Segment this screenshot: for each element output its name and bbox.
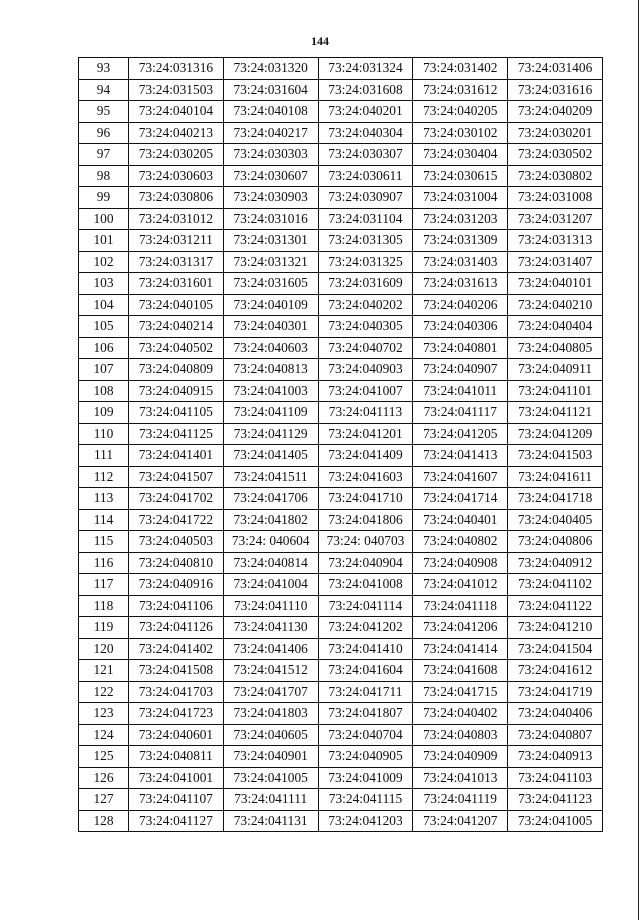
table-row bbox=[79, 617, 603, 639]
cadastral-code-cell: 73:24:041123 bbox=[508, 789, 603, 811]
cadastral-code-cell: 73:24:041710 bbox=[318, 488, 413, 510]
cadastral-code-cell: 73:24:041117 bbox=[413, 402, 508, 424]
cadastral-code-cell: 73:24:041711 bbox=[318, 681, 413, 703]
cadastral-code-cell: 73:24:040704 bbox=[318, 724, 413, 746]
cadastral-code-cell: 73:24:041118 bbox=[413, 595, 508, 617]
table-row bbox=[79, 208, 603, 230]
table-row bbox=[79, 187, 603, 209]
cadastral-code-cell: 73:24:041512 bbox=[223, 660, 318, 682]
cadastral-code-cell: 73:24:031012 bbox=[129, 208, 224, 230]
cadastral-code-cell: 73:24:031313 bbox=[508, 230, 603, 252]
row-number-cell: 97 bbox=[79, 144, 129, 166]
row-number-cell: 126 bbox=[79, 767, 129, 789]
row-number-cell: 106 bbox=[79, 337, 129, 359]
cadastral-code-cell: 73:24:031301 bbox=[223, 230, 318, 252]
table-row bbox=[79, 122, 603, 144]
table-row bbox=[79, 638, 603, 660]
cadastral-code-cell: 73:24:041807 bbox=[318, 703, 413, 725]
cadastral-code-cell: 73:24:040810 bbox=[129, 552, 224, 574]
cadastral-code-cell: 73:24:040209 bbox=[508, 101, 603, 123]
cadastral-code-cell: 73:24:041114 bbox=[318, 595, 413, 617]
cadastral-code-cell: 73:24:041604 bbox=[318, 660, 413, 682]
cadastral-code-cell: 73:24:041129 bbox=[223, 423, 318, 445]
cadastral-code-cell: 73:24:040306 bbox=[413, 316, 508, 338]
cadastral-code-cell: 73:24:041406 bbox=[223, 638, 318, 660]
cadastral-code-cell: 73:24:040909 bbox=[413, 746, 508, 768]
table-row bbox=[79, 703, 603, 725]
row-number-cell: 95 bbox=[79, 101, 129, 123]
cadastral-code-cell: 73:24:041723 bbox=[129, 703, 224, 725]
cadastral-code-cell: 73:24:041012 bbox=[413, 574, 508, 596]
cadastral-table bbox=[78, 57, 603, 832]
table-row bbox=[79, 660, 603, 682]
cadastral-code-cell: 73:24:041004 bbox=[223, 574, 318, 596]
row-number-cell: 109 bbox=[79, 402, 129, 424]
cadastral-code-cell: 73:24:040101 bbox=[508, 273, 603, 295]
cadastral-code-cell: 73:24:041205 bbox=[413, 423, 508, 445]
table-row bbox=[79, 359, 603, 381]
cadastral-code-cell: 73:24:041611 bbox=[508, 466, 603, 488]
cadastral-code-cell: 73:24:040814 bbox=[223, 552, 318, 574]
cadastral-code-cell: 73:24:041714 bbox=[413, 488, 508, 510]
cadastral-code-cell: 73:24:041005 bbox=[223, 767, 318, 789]
cadastral-code-cell: 73:24:041401 bbox=[129, 445, 224, 467]
row-number-cell: 113 bbox=[79, 488, 129, 510]
cadastral-code-cell: 73:24:040907 bbox=[413, 359, 508, 381]
cadastral-code-cell: 73:24:031325 bbox=[318, 251, 413, 273]
cadastral-code-cell: 73:24:041111 bbox=[223, 789, 318, 811]
cadastral-code-cell: 73:24:040605 bbox=[223, 724, 318, 746]
cadastral-code-cell: 73:24:040214 bbox=[129, 316, 224, 338]
cadastral-code-cell: 73:24:030607 bbox=[223, 165, 318, 187]
row-number-cell: 122 bbox=[79, 681, 129, 703]
cadastral-code-cell: 73:24:031503 bbox=[129, 79, 224, 101]
cadastral-code-cell: 73:24:041603 bbox=[318, 466, 413, 488]
cadastral-code-cell: 73:24:030806 bbox=[129, 187, 224, 209]
row-number-cell: 120 bbox=[79, 638, 129, 660]
cadastral-code-cell: 73:24:040811 bbox=[129, 746, 224, 768]
cadastral-code-cell: 73:24:031316 bbox=[129, 58, 224, 80]
cadastral-code-cell: 73:24:040304 bbox=[318, 122, 413, 144]
cadastral-code-cell: 73:24:041109 bbox=[223, 402, 318, 424]
cadastral-code-cell: 73:24:040405 bbox=[508, 509, 603, 531]
cadastral-code-cell: 73:24:041121 bbox=[508, 402, 603, 424]
cadastral-code-cell: 73:24:031207 bbox=[508, 208, 603, 230]
cadastral-code-cell: 73:24:041409 bbox=[318, 445, 413, 467]
cadastral-code-cell: 73:24:041119 bbox=[413, 789, 508, 811]
cadastral-code-cell: 73:24:041013 bbox=[413, 767, 508, 789]
cadastral-code-cell: 73:24:041511 bbox=[223, 466, 318, 488]
row-number-cell: 105 bbox=[79, 316, 129, 338]
cadastral-code-cell: 73:24:031612 bbox=[413, 79, 508, 101]
cadastral-code-cell: 73:24:041207 bbox=[413, 810, 508, 832]
cadastral-code-cell: 73:24:030205 bbox=[129, 144, 224, 166]
page-number: 144 bbox=[311, 34, 329, 48]
cadastral-code-cell: 73:24:031604 bbox=[223, 79, 318, 101]
cadastral-code-cell: 73:24:040601 bbox=[129, 724, 224, 746]
cadastral-code-cell: 73:24:030404 bbox=[413, 144, 508, 166]
cadastral-code-cell: 73:24:040904 bbox=[318, 552, 413, 574]
cadastral-code-cell: 73:24:040401 bbox=[413, 509, 508, 531]
cadastral-code-cell: 73:24:040905 bbox=[318, 746, 413, 768]
table-row bbox=[79, 402, 603, 424]
row-number-cell: 100 bbox=[79, 208, 129, 230]
cadastral-code-cell: 73:24:041102 bbox=[508, 574, 603, 596]
cadastral-code-cell: 73:24:040404 bbox=[508, 316, 603, 338]
cadastral-code-cell: 73:24:031320 bbox=[223, 58, 318, 80]
cadastral-code-cell: 73:24:030201 bbox=[508, 122, 603, 144]
cadastral-code-cell: 73:24:041122 bbox=[508, 595, 603, 617]
cadastral-code-cell: 73:24:040603 bbox=[223, 337, 318, 359]
table-row bbox=[79, 273, 603, 295]
row-number-cell: 94 bbox=[79, 79, 129, 101]
table-row bbox=[79, 316, 603, 338]
cadastral-code-cell: 73:24:041719 bbox=[508, 681, 603, 703]
cadastral-code-cell: 73:24:040801 bbox=[413, 337, 508, 359]
row-number-cell: 128 bbox=[79, 810, 129, 832]
row-number-cell: 103 bbox=[79, 273, 129, 295]
cadastral-code-cell: 73:24:040802 bbox=[413, 531, 508, 553]
cadastral-code-cell: 73:24:041007 bbox=[318, 380, 413, 402]
table-row bbox=[79, 101, 603, 123]
table-row bbox=[79, 165, 603, 187]
cadastral-code-cell: 73:24:040109 bbox=[223, 294, 318, 316]
cadastral-code-cell: 73:24:040105 bbox=[129, 294, 224, 316]
cadastral-code-cell: 73:24:041106 bbox=[129, 595, 224, 617]
cadastral-code-cell: 73:24:041131 bbox=[223, 810, 318, 832]
table-row bbox=[79, 423, 603, 445]
cadastral-code-cell: 73:24:041414 bbox=[413, 638, 508, 660]
cadastral-code-cell: 73:24:041209 bbox=[508, 423, 603, 445]
cadastral-code-cell: 73:24:040807 bbox=[508, 724, 603, 746]
cadastral-code-cell: 73:24:031407 bbox=[508, 251, 603, 273]
cadastral-code-cell: 73:24:041608 bbox=[413, 660, 508, 682]
table-row bbox=[79, 595, 603, 617]
cadastral-code-cell: 73:24:041806 bbox=[318, 509, 413, 531]
cadastral-code-cell: 73:24:041005 bbox=[508, 810, 603, 832]
cadastral-code-cell: 73:24:041402 bbox=[129, 638, 224, 660]
cadastral-code-cell: 73:24:031016 bbox=[223, 208, 318, 230]
cadastral-code-cell: 73:24:040202 bbox=[318, 294, 413, 316]
cadastral-code-cell: 73:24:041008 bbox=[318, 574, 413, 596]
cadastral-code-cell: 73:24:040206 bbox=[413, 294, 508, 316]
cadastral-code-cell: 73:24:031616 bbox=[508, 79, 603, 101]
cadastral-code-cell: 73:24:041105 bbox=[129, 402, 224, 424]
cadastral-code-cell: 73:24:040503 bbox=[129, 531, 224, 553]
cadastral-code-cell: 73:24:031402 bbox=[413, 58, 508, 80]
cadastral-code-cell: 73:24:031309 bbox=[413, 230, 508, 252]
cadastral-code-cell: 73:24:040915 bbox=[129, 380, 224, 402]
cadastral-code-cell: 73:24:041410 bbox=[318, 638, 413, 660]
cadastral-code-cell: 73:24:040301 bbox=[223, 316, 318, 338]
cadastral-code-cell: 73:24:040305 bbox=[318, 316, 413, 338]
cadastral-code-cell: 73:24:041703 bbox=[129, 681, 224, 703]
cadastral-code-cell: 73:24:030303 bbox=[223, 144, 318, 166]
row-number-cell: 93 bbox=[79, 58, 129, 80]
cadastral-code-cell: 73:24:041127 bbox=[129, 810, 224, 832]
cadastral-code-cell: 73:24:031601 bbox=[129, 273, 224, 295]
cadastral-code-cell: 73:24:040217 bbox=[223, 122, 318, 144]
cadastral-code-cell: 73:24:040908 bbox=[413, 552, 508, 574]
cadastral-code-cell: 73:24:030307 bbox=[318, 144, 413, 166]
cadastral-code-cell: 73:24:041203 bbox=[318, 810, 413, 832]
cadastral-code-cell: 73:24:041504 bbox=[508, 638, 603, 660]
cadastral-code-cell: 73:24:041706 bbox=[223, 488, 318, 510]
table-row bbox=[79, 294, 603, 316]
cadastral-code-cell: 73:24:031613 bbox=[413, 273, 508, 295]
table-row bbox=[79, 79, 603, 101]
cadastral-code-cell: 73:24:040210 bbox=[508, 294, 603, 316]
cadastral-code-cell: 73:24:030903 bbox=[223, 187, 318, 209]
cadastral-code-cell: 73:24:040809 bbox=[129, 359, 224, 381]
row-number-cell: 98 bbox=[79, 165, 129, 187]
cadastral-code-cell: 73:24:031317 bbox=[129, 251, 224, 273]
cadastral-code-cell: 73:24:030102 bbox=[413, 122, 508, 144]
cadastral-code-cell: 73:24:041011 bbox=[413, 380, 508, 402]
cadastral-code-cell: 73:24:041607 bbox=[413, 466, 508, 488]
cadastral-code-cell: 73:24:041003 bbox=[223, 380, 318, 402]
cadastral-code-cell: 73:24:041722 bbox=[129, 509, 224, 531]
row-number-cell: 117 bbox=[79, 574, 129, 596]
cadastral-code-cell: 73:24:030615 bbox=[413, 165, 508, 187]
row-number-cell: 112 bbox=[79, 466, 129, 488]
cadastral-code-cell: 73:24:040702 bbox=[318, 337, 413, 359]
cadastral-code-cell: 73:24:031324 bbox=[318, 58, 413, 80]
cadastral-code-cell: 73:24:041508 bbox=[129, 660, 224, 682]
table-row bbox=[79, 466, 603, 488]
table-row bbox=[79, 144, 603, 166]
cadastral-code-cell: 73:24:040201 bbox=[318, 101, 413, 123]
cadastral-code-cell: 73:24:040213 bbox=[129, 122, 224, 144]
table-row bbox=[79, 230, 603, 252]
cadastral-code-cell: 73:24:030502 bbox=[508, 144, 603, 166]
row-number-cell: 110 bbox=[79, 423, 129, 445]
row-number-cell: 114 bbox=[79, 509, 129, 531]
cadastral-code-cell: 73:24:040913 bbox=[508, 746, 603, 768]
table-row bbox=[79, 574, 603, 596]
cadastral-code-cell: 73:24:030611 bbox=[318, 165, 413, 187]
cadastral-code-cell: 73:24:041803 bbox=[223, 703, 318, 725]
scan-edge-line bbox=[638, 0, 639, 920]
row-number-cell: 127 bbox=[79, 789, 129, 811]
cadastral-code-cell: 73:24:041103 bbox=[508, 767, 603, 789]
cadastral-code-cell: 73:24:040108 bbox=[223, 101, 318, 123]
cadastral-code-cell: 73:24:031008 bbox=[508, 187, 603, 209]
table-row bbox=[79, 746, 603, 768]
table-row bbox=[79, 488, 603, 510]
cadastral-code-cell: 73:24:031104 bbox=[318, 208, 413, 230]
cadastral-code-cell: 73:24:041707 bbox=[223, 681, 318, 703]
cadastral-code-cell: 73:24:041718 bbox=[508, 488, 603, 510]
cadastral-code-cell: 73:24:041702 bbox=[129, 488, 224, 510]
cadastral-code-cell: 73:24:040806 bbox=[508, 531, 603, 553]
row-number-cell: 99 bbox=[79, 187, 129, 209]
cadastral-code-cell: 73:24:040912 bbox=[508, 552, 603, 574]
table-row bbox=[79, 531, 603, 553]
row-number-cell: 123 bbox=[79, 703, 129, 725]
cadastral-code-cell: 73:24:041612 bbox=[508, 660, 603, 682]
cadastral-code-cell: 73:24:040805 bbox=[508, 337, 603, 359]
cadastral-code-cell: 73:24:041802 bbox=[223, 509, 318, 531]
row-number-cell: 104 bbox=[79, 294, 129, 316]
cadastral-code-cell: 73:24:040104 bbox=[129, 101, 224, 123]
table-row bbox=[79, 380, 603, 402]
cadastral-code-cell: 73:24:040406 bbox=[508, 703, 603, 725]
cadastral-code-cell: 73:24:031609 bbox=[318, 273, 413, 295]
row-number-cell: 101 bbox=[79, 230, 129, 252]
cadastral-code-cell: 73:24:040901 bbox=[223, 746, 318, 768]
table-row bbox=[79, 789, 603, 811]
row-number-cell: 111 bbox=[79, 445, 129, 467]
table-row bbox=[79, 58, 603, 80]
cadastral-code-cell: 73:24:040402 bbox=[413, 703, 508, 725]
cadastral-code-cell: 73:24:031004 bbox=[413, 187, 508, 209]
table-row bbox=[79, 810, 603, 832]
table-row bbox=[79, 445, 603, 467]
cadastral-code-cell: 73:24:031321 bbox=[223, 251, 318, 273]
cadastral-code-cell: 73:24:041503 bbox=[508, 445, 603, 467]
table-row bbox=[79, 681, 603, 703]
row-number-cell: 107 bbox=[79, 359, 129, 381]
table-row bbox=[79, 724, 603, 746]
cadastral-code-cell: 73:24:041130 bbox=[223, 617, 318, 639]
cadastral-code-cell: 73:24:031211 bbox=[129, 230, 224, 252]
cadastral-code-cell: 73:24:030603 bbox=[129, 165, 224, 187]
row-number-cell: 115 bbox=[79, 531, 129, 553]
row-number-cell: 102 bbox=[79, 251, 129, 273]
cadastral-code-cell: 73:24:040205 bbox=[413, 101, 508, 123]
cadastral-code-cell: 73:24:041009 bbox=[318, 767, 413, 789]
row-number-cell: 118 bbox=[79, 595, 129, 617]
cadastral-code-cell: 73:24:041201 bbox=[318, 423, 413, 445]
table-row bbox=[79, 552, 603, 574]
cadastral-code-cell: 73:24:040911 bbox=[508, 359, 603, 381]
cadastral-code-cell: 73:24:041001 bbox=[129, 767, 224, 789]
cadastral-code-cell: 73:24:041206 bbox=[413, 617, 508, 639]
cadastral-code-cell: 73:24:041115 bbox=[318, 789, 413, 811]
cadastral-code-cell: 73:24:031305 bbox=[318, 230, 413, 252]
table-row bbox=[79, 767, 603, 789]
cadastral-code-cell: 73:24:041101 bbox=[508, 380, 603, 402]
cadastral-code-cell: 73:24:041126 bbox=[129, 617, 224, 639]
cadastral-code-cell: 73:24:031403 bbox=[413, 251, 508, 273]
cadastral-code-cell: 73:24:040916 bbox=[129, 574, 224, 596]
table-body bbox=[79, 58, 603, 832]
cadastral-code-cell: 73:24: 040703 bbox=[318, 531, 413, 553]
cadastral-code-cell: 73:24:041507 bbox=[129, 466, 224, 488]
cadastral-code-cell: 73:24:031605 bbox=[223, 273, 318, 295]
cadastral-code-cell: 73:24:041113 bbox=[318, 402, 413, 424]
cadastral-code-cell: 73:24:030802 bbox=[508, 165, 603, 187]
cadastral-code-cell: 73:24:040803 bbox=[413, 724, 508, 746]
cadastral-code-cell: 73:24:041210 bbox=[508, 617, 603, 639]
cadastral-code-cell: 73:24:031608 bbox=[318, 79, 413, 101]
cadastral-code-cell: 73:24:041413 bbox=[413, 445, 508, 467]
cadastral-code-cell: 73:24:030907 bbox=[318, 187, 413, 209]
row-number-cell: 119 bbox=[79, 617, 129, 639]
row-number-cell: 116 bbox=[79, 552, 129, 574]
cadastral-code-cell: 73:24:041110 bbox=[223, 595, 318, 617]
row-number-cell: 121 bbox=[79, 660, 129, 682]
table-row bbox=[79, 251, 603, 273]
cadastral-code-cell: 73:24:041202 bbox=[318, 617, 413, 639]
row-number-cell: 108 bbox=[79, 380, 129, 402]
cadastral-code-cell: 73:24:040813 bbox=[223, 359, 318, 381]
cadastral-code-cell: 73:24:041107 bbox=[129, 789, 224, 811]
cadastral-code-cell: 73:24:041125 bbox=[129, 423, 224, 445]
cadastral-code-cell: 73:24:031203 bbox=[413, 208, 508, 230]
cadastral-code-cell: 73:24:040502 bbox=[129, 337, 224, 359]
cadastral-code-cell: 73:24:041715 bbox=[413, 681, 508, 703]
cadastral-code-cell: 73:24:040903 bbox=[318, 359, 413, 381]
table-row bbox=[79, 337, 603, 359]
row-number-cell: 125 bbox=[79, 746, 129, 768]
cadastral-code-cell: 73:24:031406 bbox=[508, 58, 603, 80]
row-number-cell: 124 bbox=[79, 724, 129, 746]
row-number-cell: 96 bbox=[79, 122, 129, 144]
table-row bbox=[79, 509, 603, 531]
cadastral-code-cell: 73:24: 040604 bbox=[223, 531, 318, 553]
cadastral-code-cell: 73:24:041405 bbox=[223, 445, 318, 467]
